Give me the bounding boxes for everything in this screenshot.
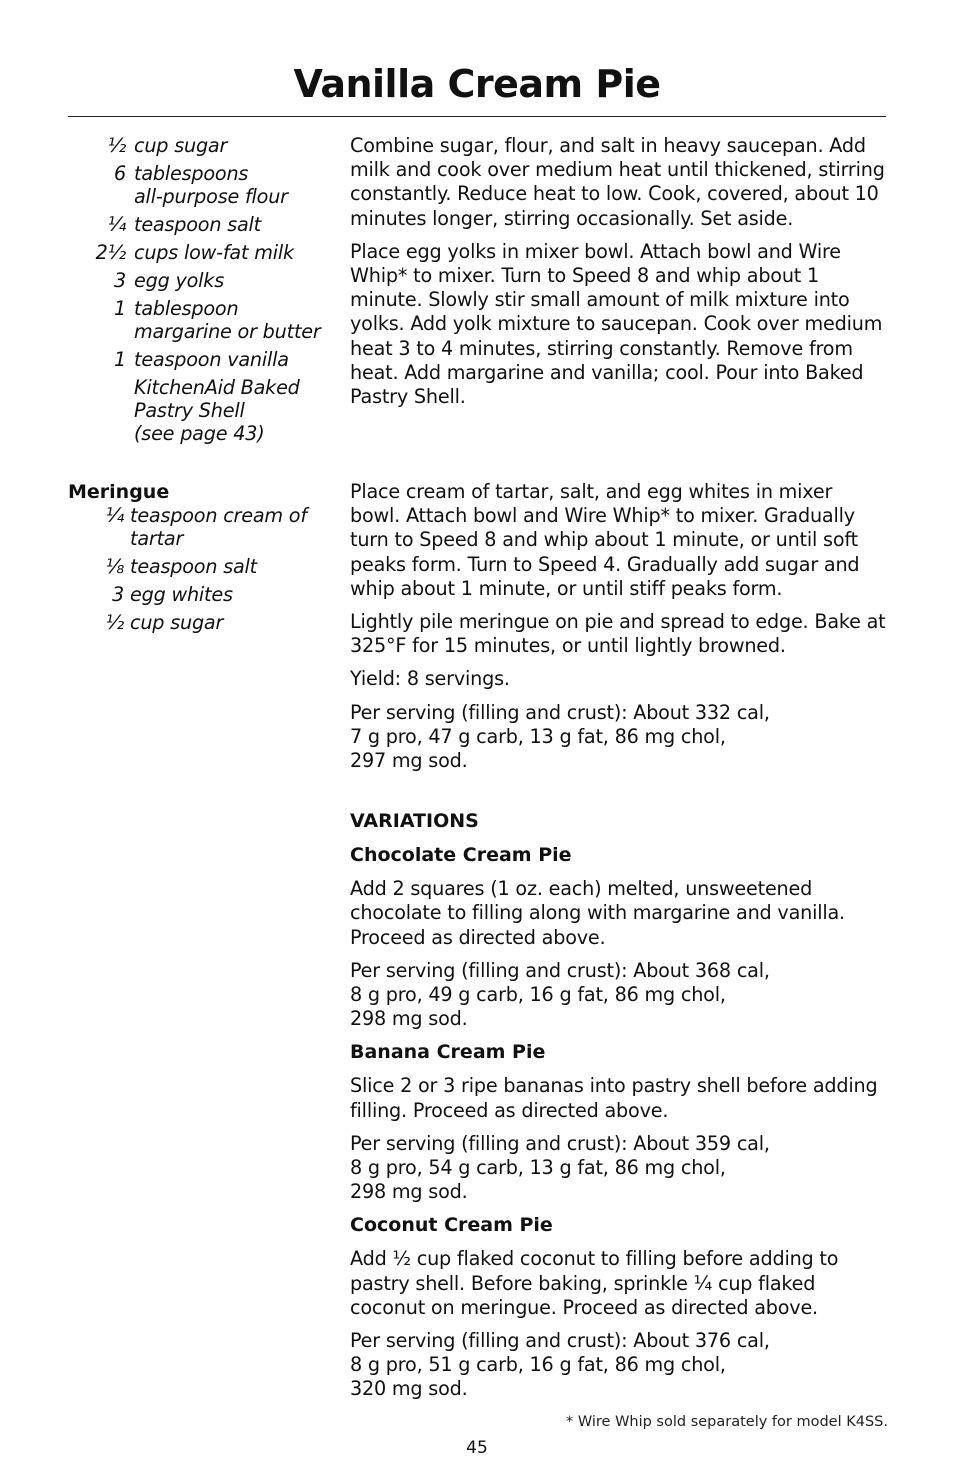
ingredient-item (68, 611, 328, 634)
variation-title: Banana Cream Pie (350, 1041, 546, 1064)
footnote: * Wire Whip sold separately for model K4SS. (565, 1414, 888, 1430)
ingredient-name: egg whites (130, 583, 233, 606)
pie-ingredients-list (68, 134, 328, 450)
pie-directions (350, 134, 886, 418)
ingredient-qty: 1 (113, 348, 126, 371)
ingredient-qty: ½ (105, 611, 124, 634)
nutrition-text: Per serving (filling and crust): About 376 cal, 8 g pro, 51 g carb, 16 g fat, 86 mg chol, 320 mg sod. (350, 1329, 770, 1401)
meringue-label: Meringue (68, 481, 170, 503)
ingredient-qty: ⅛ (105, 555, 124, 578)
ingredient-qty: ¼ (105, 504, 124, 527)
nutrition-text: Per serving (filling and crust): About 332 cal, 7 g pro, 47 g carb, 13 g fat, 86 mg chol, 297 mg sod. (350, 700, 770, 773)
ingredient-item (68, 348, 328, 371)
meringue-ingredients-list (68, 481, 328, 639)
ingredient-name: cup sugar (130, 611, 224, 634)
ingredient-qty: ¼ (107, 213, 126, 236)
ingredient-item (68, 297, 328, 343)
ingredient-item (68, 555, 328, 578)
ingredient-qty: ½ (107, 134, 126, 157)
ingredient-item (68, 134, 328, 157)
ingredient-item (68, 162, 328, 208)
direction-paragraph: Place cream of tartar, salt, and egg whites in mixer bowl. Attach bowl and Wire Whip* to mixer. Gradually turn to Speed 8 and whip about 1 minute, or until soft peaks form. Turn to Speed 4. Gradually add sugar and whip about 1 minute, or until stiff peaks form. (350, 480, 860, 600)
ingredient-qty (68, 376, 134, 445)
yield-text: Yield: 8 servings. (350, 667, 510, 691)
title-divider (68, 116, 886, 117)
variations-heading: VARIATIONS (350, 810, 479, 833)
ingredient-item (68, 241, 328, 264)
ingredient-name: tablespoons all-purpose flour (134, 162, 288, 208)
meringue-directions (350, 480, 886, 1411)
nutrition-text: Per serving (filling and crust): About 359 cal, 8 g pro, 54 g carb, 13 g fat, 86 mg chol, 298 mg sod. (350, 1131, 770, 1204)
ingredient-item (68, 213, 328, 236)
ingredient-item (68, 269, 328, 292)
nutrition-text: Per serving (filling and crust): About 368 cal, 8 g pro, 49 g carb, 16 g fat, 86 mg chol, 298 mg sod. (350, 958, 770, 1031)
ingredient-name: teaspoon salt (134, 213, 262, 236)
ingredient-item (68, 583, 328, 606)
ingredient-name: cup sugar (134, 134, 228, 157)
ingredient-name: KitchenAid Baked Pastry Shell (see page 43) (134, 376, 300, 445)
variation-title: Chocolate Cream Pie (350, 844, 572, 867)
variation-text: Add 2 squares (1 oz. each) melted, unsweetened chocolate to filling along with margarine and vanilla. Proceed as directed above. (350, 877, 845, 949)
ingredient-name: teaspoon vanilla (134, 348, 289, 371)
variation-text: Slice 2 or 3 ripe bananas into pastry shell before adding filling. Proceed as directed above. (350, 1074, 878, 1122)
ingredient-item (68, 376, 328, 445)
variation-text: Add ½ cup flaked coconut to filling before adding to pastry shell. Before baking, sprinkle ¼ cup flaked coconut on meringue. Proceed as directed above. (350, 1247, 839, 1319)
variation-title: Coconut Cream Pie (350, 1214, 553, 1237)
ingredient-name: cups low-fat milk (134, 241, 294, 264)
ingredient-name: egg yolks (134, 269, 224, 292)
ingredient-qty: 6 (113, 162, 126, 185)
ingredient-item (68, 504, 328, 550)
page-title: Vanilla Cream Pie (293, 62, 661, 106)
ingredient-name: tablespoon margarine or butter (134, 297, 321, 343)
direction-paragraph: Place egg yolks in mixer bowl. Attach bowl and Wire Whip* to mixer. Turn to Speed 8 and whip about 1 minute. Slowly stir small amount of milk mixture into yolks. Add yolk mixture to saucepan. Cook over medium heat 3 to 4 minutes, stirring constantly. Remove from heat. Add margarine and vanilla; cool. Pour into Baked Pastry Shell. (350, 239, 883, 409)
ingredient-qty: 3 (111, 583, 124, 606)
direction-paragraph: Combine sugar, flour, and salt in heavy saucepan. Add milk and cook over medium heat until thickened, stirring constantly. Reduce heat to low. Cook, covered, about 10 minutes longer, stirring occasionally. Set aside. (350, 134, 885, 230)
direction-paragraph: Lightly pile meringue on pie and spread to edge. Bake at 325°F for 15 minutes, or until lightly browned. (350, 610, 886, 658)
ingredient-qty: 2½ (95, 241, 126, 264)
page-number: 45 (466, 1438, 488, 1458)
ingredient-name: teaspoon cream of tartar (130, 504, 307, 550)
ingredient-qty: 3 (113, 269, 126, 292)
ingredient-qty: 1 (113, 297, 126, 320)
ingredient-name: teaspoon salt (130, 555, 258, 578)
